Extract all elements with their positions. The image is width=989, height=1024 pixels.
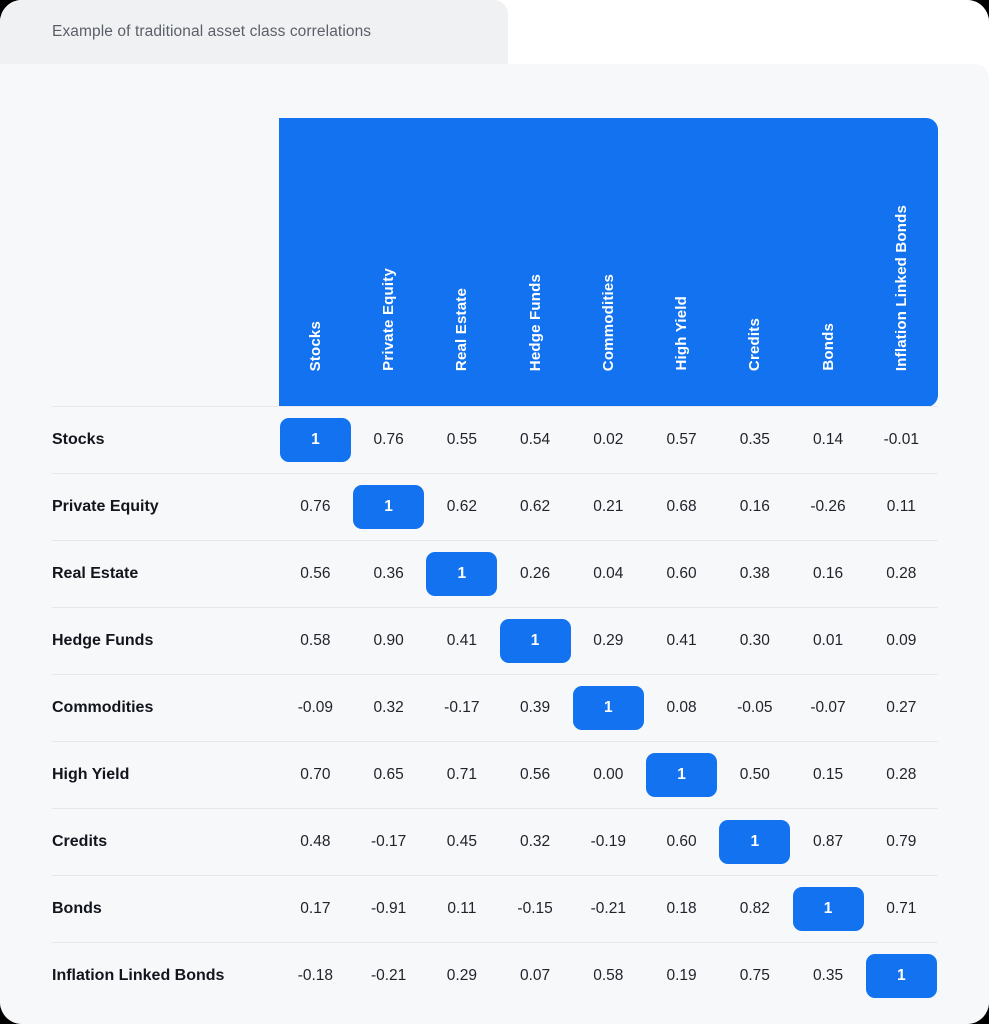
cell <box>279 474 352 541</box>
cell <box>498 608 571 675</box>
header-corner <box>52 118 279 407</box>
cell-value: 0.04 <box>593 565 624 582</box>
cell-value: 0.17 <box>300 900 331 917</box>
cell-value: 0.87 <box>812 833 844 850</box>
cell <box>498 876 571 943</box>
correlation-table <box>52 118 938 1009</box>
table-row <box>52 742 938 809</box>
cell <box>791 675 864 742</box>
column-header-high-yield <box>645 118 718 407</box>
cell <box>279 943 352 1010</box>
cell-value: -0.26 <box>810 498 846 515</box>
cell-value: 0.15 <box>812 766 844 783</box>
cell-value: 0.62 <box>520 498 551 515</box>
cell-value: 1 <box>793 887 864 931</box>
cell-value: 0.35 <box>812 967 844 984</box>
cell <box>572 742 645 809</box>
cell <box>645 809 718 876</box>
cell-value: 0.60 <box>666 565 697 582</box>
cell-value: -0.19 <box>590 833 626 850</box>
table-row <box>52 675 938 742</box>
cell <box>572 809 645 876</box>
cell-value: 0.07 <box>520 967 551 984</box>
table-row <box>52 876 938 943</box>
cell-value: 0.60 <box>666 833 697 850</box>
row-header-inflation-linked-bonds: Inflation Linked Bonds <box>52 967 225 984</box>
cell <box>279 407 352 474</box>
cell <box>572 876 645 943</box>
column-header-real-estate <box>425 118 498 407</box>
cell-value: 0.16 <box>812 565 844 582</box>
column-header-bonds <box>791 118 864 407</box>
cell <box>791 876 864 943</box>
cell-value: 0.54 <box>520 431 551 448</box>
column-header-hedge-funds <box>498 118 571 407</box>
cell <box>572 474 645 541</box>
cell <box>352 675 425 742</box>
cell-value: 0.50 <box>739 766 770 783</box>
cell-value: 0.76 <box>300 498 331 515</box>
cell <box>498 407 571 474</box>
table-row <box>52 809 938 876</box>
cell <box>352 407 425 474</box>
cell <box>425 742 498 809</box>
table-row <box>52 541 938 608</box>
cell <box>718 407 791 474</box>
cell-value: 0.29 <box>446 967 477 984</box>
column-header-label: Inflation Linked Bonds <box>892 204 910 371</box>
column-header-inflation-linked-bonds <box>865 118 938 407</box>
cell <box>279 876 352 943</box>
cell-value: 0.65 <box>373 766 404 783</box>
cell <box>718 742 791 809</box>
cell <box>279 809 352 876</box>
cell <box>791 742 864 809</box>
cell <box>865 474 938 541</box>
cell <box>865 943 938 1010</box>
column-header-label: Commodities <box>599 273 617 371</box>
cell-value: 1 <box>646 753 717 797</box>
cell-value: -0.15 <box>517 900 553 917</box>
cell <box>865 742 938 809</box>
cell-value: 0.56 <box>520 766 551 783</box>
cell <box>645 541 718 608</box>
column-header-label: Private Equity <box>380 268 398 371</box>
cell <box>865 407 938 474</box>
tab-bar <box>0 0 989 64</box>
cell-value: 0.71 <box>886 900 917 917</box>
cell <box>718 675 791 742</box>
correlation-matrix <box>52 118 938 1009</box>
cell-value: -0.17 <box>444 699 480 716</box>
cell-value: 0.39 <box>520 699 551 716</box>
cell-value: 0.16 <box>739 498 770 515</box>
cell <box>498 541 571 608</box>
tab-label: Example of traditional asset class correlations <box>52 23 372 40</box>
cell <box>425 407 498 474</box>
cell <box>572 675 645 742</box>
cell <box>791 541 864 608</box>
column-header-credits <box>718 118 791 407</box>
cell <box>425 541 498 608</box>
cell <box>718 608 791 675</box>
cell <box>279 742 352 809</box>
cell <box>352 608 425 675</box>
row-header-real-estate: Real Estate <box>52 541 279 608</box>
cell <box>352 474 425 541</box>
cell-value: 0.45 <box>446 833 477 850</box>
cell <box>498 943 571 1010</box>
cell-value: 0.48 <box>300 833 331 850</box>
cell-value: 0.01 <box>812 632 844 649</box>
cell <box>791 407 864 474</box>
cell <box>425 474 498 541</box>
cell-value: -0.09 <box>297 699 334 716</box>
cell <box>572 407 645 474</box>
cell-value: 0.70 <box>300 766 331 783</box>
cell <box>718 474 791 541</box>
cell <box>645 407 718 474</box>
cell <box>352 541 425 608</box>
cell <box>791 608 864 675</box>
table-row <box>52 474 938 541</box>
cell <box>718 876 791 943</box>
cell <box>498 742 571 809</box>
cell-value: 0.57 <box>666 431 697 448</box>
cell-value: 0.18 <box>666 900 697 917</box>
table-row <box>52 943 938 1010</box>
cell <box>498 809 571 876</box>
column-header-label: Real Estate <box>453 287 471 371</box>
cell-value: -0.01 <box>883 431 919 448</box>
cell <box>645 876 718 943</box>
cell <box>425 809 498 876</box>
cell <box>498 675 571 742</box>
cell-value: 0.41 <box>666 632 697 649</box>
cell-value: 0.75 <box>739 967 770 984</box>
cell <box>645 608 718 675</box>
cell-value: -0.07 <box>810 699 846 716</box>
table-header <box>52 118 938 407</box>
cell <box>865 876 938 943</box>
row-header-commodities: Commodities <box>52 675 279 742</box>
table-body <box>52 407 938 1010</box>
cell <box>791 943 864 1010</box>
cell <box>425 876 498 943</box>
cell <box>352 809 425 876</box>
cell <box>425 943 498 1010</box>
cell-value: 1 <box>353 485 424 529</box>
row-header-high-yield: High Yield <box>52 742 279 809</box>
cell-value: 0.55 <box>446 431 477 448</box>
cell-value: 0.68 <box>666 498 697 515</box>
cell <box>718 541 791 608</box>
row-header-stocks: Stocks <box>52 407 279 474</box>
cell-value: 0.19 <box>666 967 697 984</box>
cell-value: -0.18 <box>297 967 334 984</box>
cell-value: 0.90 <box>373 632 404 649</box>
column-header-label: Bonds <box>819 323 837 371</box>
column-header-label: Hedge Funds <box>526 273 544 371</box>
cell <box>498 474 571 541</box>
cell-value: 0.00 <box>593 766 624 783</box>
cell-value: 0.28 <box>886 766 917 783</box>
cell-value: 0.30 <box>739 632 770 649</box>
cell-value: -0.21 <box>590 900 626 917</box>
cell <box>279 675 352 742</box>
column-header-stocks <box>279 118 352 407</box>
cell-value: 0.14 <box>812 431 844 448</box>
cell <box>718 943 791 1010</box>
cell-value: 0.32 <box>520 833 551 850</box>
cell-value: 0.09 <box>886 632 917 649</box>
cell-value: 0.71 <box>446 766 477 783</box>
cell-value: 0.58 <box>300 632 331 649</box>
cell-value: 0.36 <box>373 565 404 582</box>
cell <box>645 474 718 541</box>
cell-value: 0.76 <box>373 431 404 448</box>
cell-value: -0.21 <box>370 967 407 984</box>
cell-value: 0.38 <box>739 565 770 582</box>
header-row <box>52 118 938 407</box>
cell-value: -0.91 <box>370 900 407 917</box>
cell-value: 0.11 <box>886 498 916 515</box>
cell-value: 0.82 <box>739 900 770 917</box>
cell-value: 0.27 <box>886 699 917 716</box>
cell-value: 1 <box>719 820 790 864</box>
cell-value: 0.62 <box>446 498 477 515</box>
row-header-credits: Credits <box>52 809 279 876</box>
row-header-bonds: Bonds <box>52 876 279 943</box>
column-header-commodities <box>572 118 645 407</box>
cell-value: 0.56 <box>300 565 331 582</box>
cell <box>425 608 498 675</box>
cell <box>352 876 425 943</box>
cell <box>791 474 864 541</box>
cell <box>645 675 718 742</box>
cell <box>865 675 938 742</box>
cell <box>718 809 791 876</box>
cell-value: 0.32 <box>373 699 404 716</box>
cell-value: 0.58 <box>593 967 624 984</box>
cell-value: 1 <box>426 552 497 596</box>
cell <box>865 809 938 876</box>
cell-value: 0.08 <box>666 699 697 716</box>
cell <box>352 943 425 1010</box>
cell <box>352 742 425 809</box>
cell-value: 0.21 <box>593 498 624 515</box>
cell-value: 1 <box>500 619 571 663</box>
cell-value: 0.28 <box>886 565 917 582</box>
cell-value: 1 <box>280 418 351 462</box>
correlation-panel <box>0 64 989 1024</box>
cell-value: 1 <box>866 954 937 998</box>
cell-value: 0.02 <box>593 431 624 448</box>
cell <box>865 541 938 608</box>
cell <box>865 608 938 675</box>
cell-value: 0.41 <box>446 632 477 649</box>
row-header-private-equity: Private Equity <box>52 474 279 541</box>
column-header-label: Stocks <box>306 320 324 371</box>
cell-value: 0.11 <box>447 900 477 917</box>
cell-value: 1 <box>573 686 644 730</box>
cell <box>645 943 718 1010</box>
cell-value: 0.26 <box>520 565 551 582</box>
cell-value: -0.05 <box>737 699 773 716</box>
column-header-label: High Yield <box>673 296 691 371</box>
column-header-private-equity <box>352 118 425 407</box>
cell <box>572 943 645 1010</box>
tab-traditional-asset-class-correlations[interactable] <box>0 0 508 64</box>
cell-value: -0.17 <box>370 833 407 850</box>
table-row <box>52 608 938 675</box>
column-header-label: Credits <box>746 317 764 371</box>
table-row <box>52 407 938 474</box>
cell <box>279 541 352 608</box>
cell <box>572 541 645 608</box>
cell-value: 0.29 <box>593 632 624 649</box>
cell-value: 0.35 <box>739 431 770 448</box>
cell <box>572 608 645 675</box>
cell-value: 0.79 <box>886 833 917 850</box>
cell <box>425 675 498 742</box>
row-header-hedge-funds: Hedge Funds <box>52 608 279 675</box>
cell <box>279 608 352 675</box>
cell <box>645 742 718 809</box>
cell <box>791 809 864 876</box>
